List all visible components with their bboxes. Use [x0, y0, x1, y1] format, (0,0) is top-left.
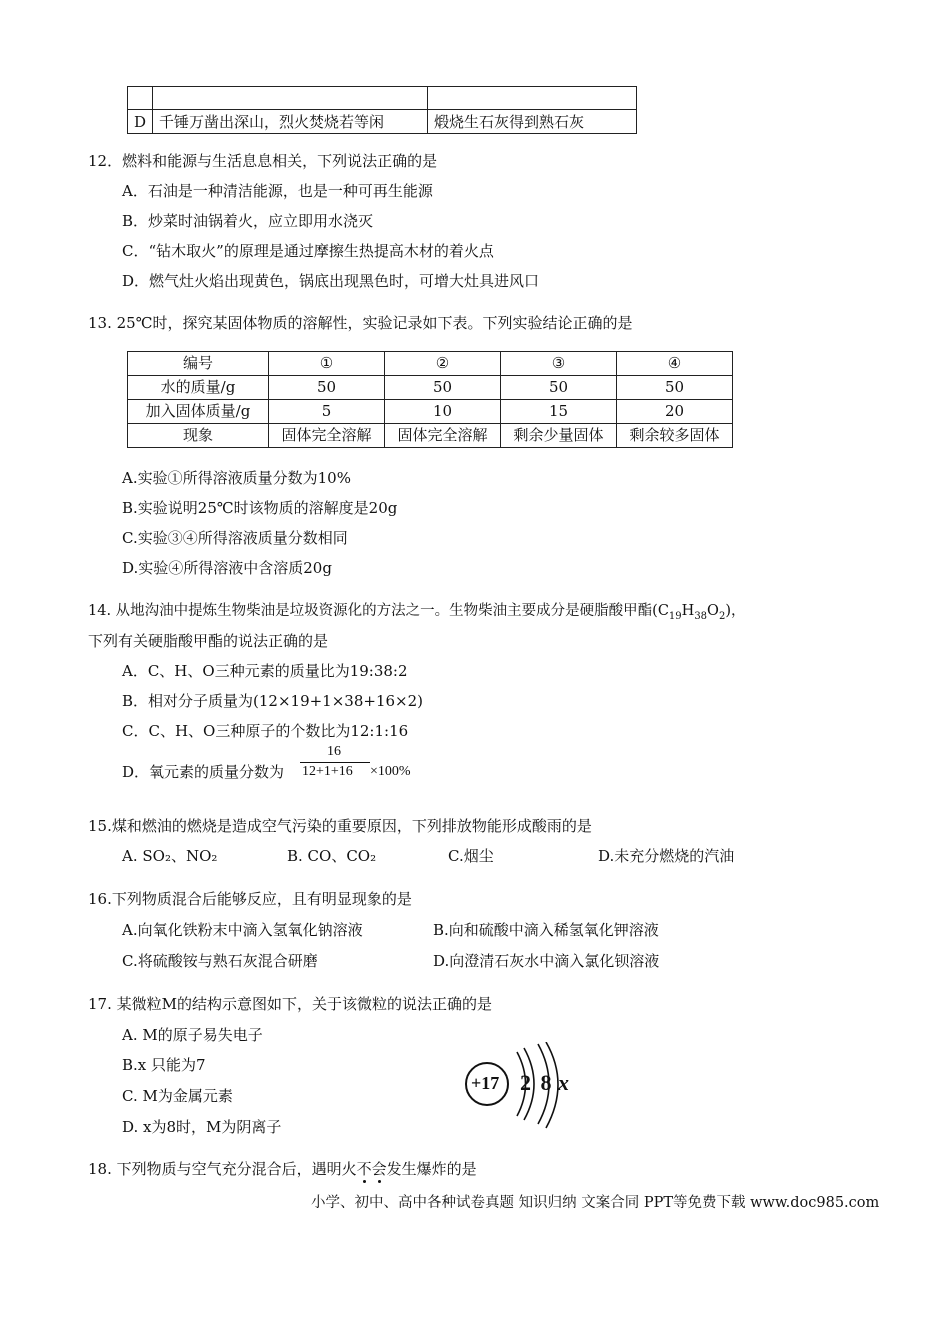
q15-option-b: B. CO、CO₂ [287, 847, 377, 865]
q17-option-a: A. M的原子易失电子 [122, 1026, 263, 1044]
table-header: ② [385, 352, 501, 376]
shell-electrons: 2 8 [520, 1070, 554, 1095]
q15-option-d: D.未充分燃烧的汽油 [598, 847, 735, 865]
table-row [128, 400, 733, 424]
table-row [128, 110, 637, 134]
q14-stem-line1: 14. 从地沟油中提炼生物柴油是垃圾资源化的方法之一。生物柴油主要成分是硬脂酸甲酯$(C_{19}H_{38}O_2)$， [88, 603, 746, 622]
table-cell: 50 [385, 376, 501, 400]
table-cell: 固体完全溶解 [269, 424, 385, 448]
q15-option-c: C.烟尘 [448, 847, 494, 865]
emphasis-dot: 会 [371, 1160, 387, 1178]
q14-option-d-prefix: D．氧元素的质量分数为 [122, 763, 285, 781]
q16-stem: 16.下列物质混合后能够反应，且有明显现象的是 [88, 890, 412, 908]
q16-option-d: D.向澄清石灰水中滴入氯化钡溶液 [433, 952, 660, 970]
table-cell: D [128, 110, 153, 134]
q17-option-d: D. x为8时，M为阴离子 [122, 1118, 282, 1136]
table-cell: 5 [269, 400, 385, 424]
q13-option-c: C.实验③④所得溶液质量分数相同 [122, 529, 348, 547]
table-cell: 剩余少量固体 [501, 424, 617, 448]
q13-option-a: A.实验①所得溶液质量分数为10% [122, 469, 351, 487]
q13-option-b: B.实验说明25℃时该物质的溶解度是20g [122, 499, 398, 517]
q15-option-a: A. SO₂、NO₂ [122, 847, 218, 865]
table-cell: 50 [501, 376, 617, 400]
table-header: ① [269, 352, 385, 376]
q12-stem: 12．燃料和能源与生活息息相关，下列说法正确的是 [88, 152, 438, 170]
table-cell: 加入固体质量/g [128, 400, 269, 424]
table-cell: 煅烧生石灰得到熟石灰 [428, 110, 637, 134]
q12-option-c: C．“钻木取火”的原理是通过摩擦生热提高木材的着火点 [122, 242, 494, 260]
shell-electrons-x: x [558, 1070, 569, 1095]
table-cell: 50 [617, 376, 733, 400]
q15-stem: 15.煤和燃油的燃烧是造成空气污染的重要原因，下列排放物能形成酸雨的是 [88, 817, 592, 835]
q12-option-d: D．燃气灶火焰出现黄色，锅底出现黑色时，可增大灶具进风口 [122, 272, 540, 290]
fraction-numerator: 16 [327, 744, 341, 759]
table-cell: 20 [617, 400, 733, 424]
q14-option-c: C．C、H、O三种原子的个数比为12:1:16 [122, 722, 409, 740]
table-row [128, 87, 637, 110]
q12-option-b: B．炒菜时油锅着火，应立即用水浇灭 [122, 212, 374, 230]
table-row [128, 424, 733, 448]
table-row [128, 376, 733, 400]
table-header: 编号 [128, 352, 269, 376]
q12-option-a: A．石油是一种清洁能源，也是一种可再生能源 [122, 182, 433, 200]
table-cell: 10 [385, 400, 501, 424]
table-cell: 水的质量/g [128, 376, 269, 400]
emphasis-dot: 不 [356, 1160, 372, 1178]
q13-stem: 13. 25℃时，探究某固体物质的溶解性，实验记录如下表。下列实验结论正确的是 [88, 314, 633, 332]
q17-option-b: B.x 只能为7 [122, 1056, 206, 1074]
table-cell: 千锤万凿出深山，烈火焚烧若等闲 [153, 110, 428, 134]
table-cell: 50 [269, 376, 385, 400]
table-header: ④ [617, 352, 733, 376]
q16-option-c: C.将硫酸铵与熟石灰混合研磨 [122, 952, 318, 970]
table-cell [153, 87, 428, 110]
table-cell: 15 [501, 400, 617, 424]
table-cell: 固体完全溶解 [385, 424, 501, 448]
q17-option-c: C. M为金属元素 [122, 1087, 233, 1105]
q18-stem: 18. 下列物质与空气充分混合后，遇明火不会发生爆炸的是 [88, 1160, 477, 1178]
q14-stem-line2: 下列有关硬脂酸甲酯的说法正确的是 [88, 632, 329, 650]
table-header: ③ [501, 352, 617, 376]
q16-option-a: A.向氧化铁粉末中滴入氢氧化钠溶液 [122, 921, 363, 939]
fraction-suffix: ×100% [370, 764, 411, 779]
table-row [128, 352, 733, 376]
q13-option-d: D.实验④所得溶液中含溶质20g [122, 559, 332, 577]
q17-stem: 17. 某微粒M的结构示意图如下，关于该微粒的说法正确的是 [88, 995, 492, 1013]
table-cell: 剩余较多固体 [617, 424, 733, 448]
atom-structure-diagram [462, 1042, 592, 1132]
q14-option-b: B．相对分子质量为(12×19+1×38+16×2) [122, 692, 424, 710]
q16-option-b: B.向和硫酸中滴入稀氢氧化钾溶液 [433, 921, 659, 939]
q14-option-a: A．C、H、O三种元素的质量比为19:38:2 [122, 662, 408, 680]
table-cell: 现象 [128, 424, 269, 448]
nucleus-charge: +17 [471, 1073, 500, 1093]
table-cell [128, 87, 153, 110]
fraction-bar [300, 762, 370, 763]
top-table [127, 86, 637, 134]
table-cell [428, 87, 637, 110]
fraction-denominator: 12+1+16 [302, 764, 353, 779]
q13-table [127, 351, 733, 448]
page-footer: 小学、初中、高中各种试卷真题 知识归纳 文案合同 PPT等免费下载 www.doc985.com [311, 1195, 880, 1211]
